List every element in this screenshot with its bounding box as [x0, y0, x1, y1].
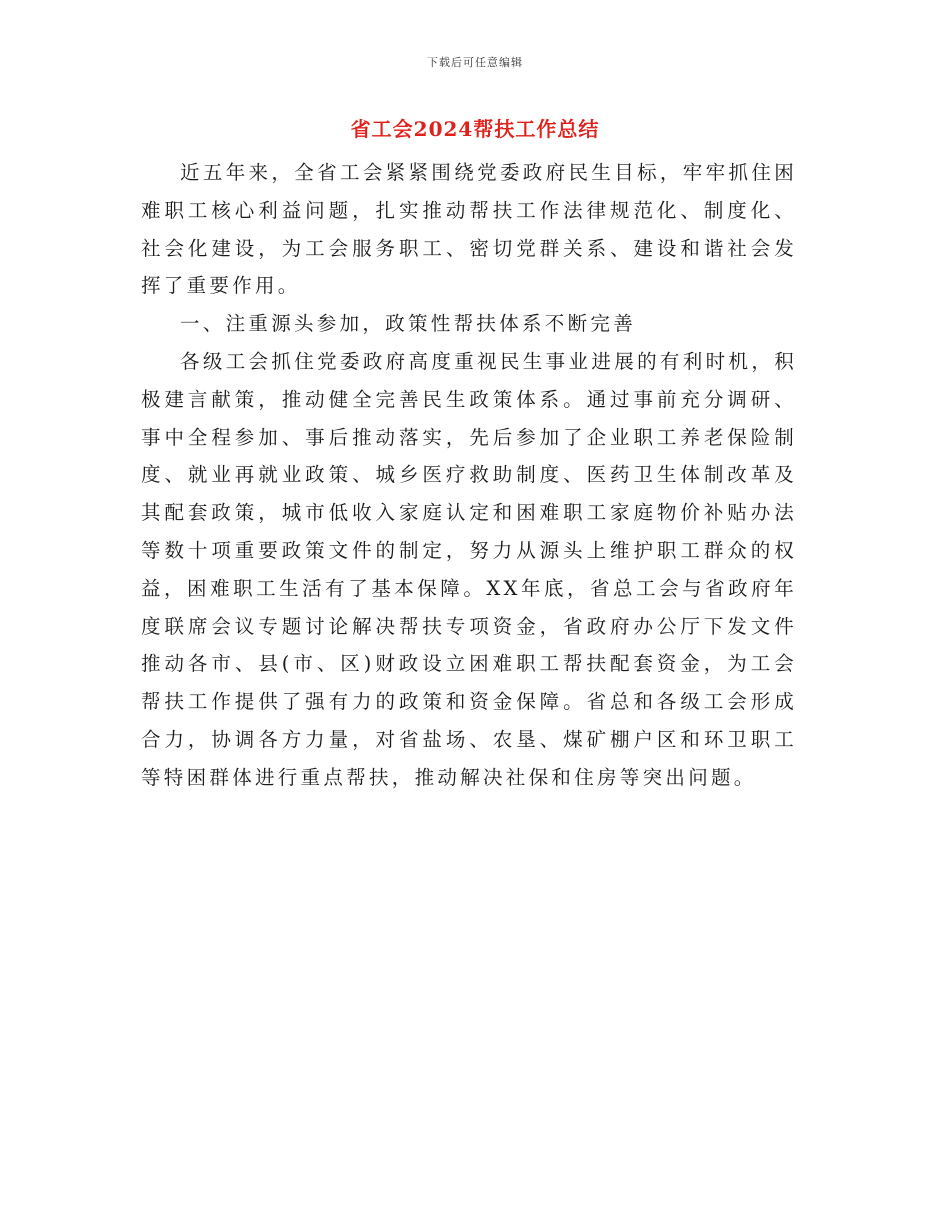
document-body: [141, 154, 797, 797]
paragraph-intro: 近五年来，全省工会紧紧围绕党委政府民生目标，牢牢抓住困难职工核心利益问题，扎实推动帮扶工作法律规范化、制度化、社会化建设，为工会服务职工、密切党群关系、建设和谐社会发挥了重要作用。: [141, 161, 797, 298]
document-title: 省工会2024帮扶工作总结: [350, 117, 600, 141]
header-note: 下载后可任意编辑: [427, 56, 523, 69]
paragraph-section-1: 各级工会抓住党委政府高度重视民生事业进展的有利时机，积极建言献策，推动健全完善民生政策体系。通过事前充分调研、事中全程参加、事后推动落实，先后参加了企业职工养老保险制度、就业再就业政策、城乡医疗救助制度、医药卫生体制改革及其配套政策，城市低收入家庭认定和困难职工家庭物价补贴办法等数十项重要政策文件的制定，努力从源头上维护职工群众的权益，困难职工生活有了基本保障。XX年底，省总工会与省政府年度联席会议专题讨论解决帮扶专项资金，省政府办公厅下发文件推动各市、县(市、区)财政设立困难职工帮扶配套资金，为工会帮扶工作提供了强有力的政策和资金保障。省总和各级工会形成合力，协调各方力量，对省盐场、农垦、煤矿棚户区和环卫职工等特困群体进行重点帮扶，推动解决社保和住房等突出问题。: [141, 349, 797, 789]
section-heading-1: 一、注重源头参加，政策性帮扶体系不断完善: [180, 312, 637, 336]
